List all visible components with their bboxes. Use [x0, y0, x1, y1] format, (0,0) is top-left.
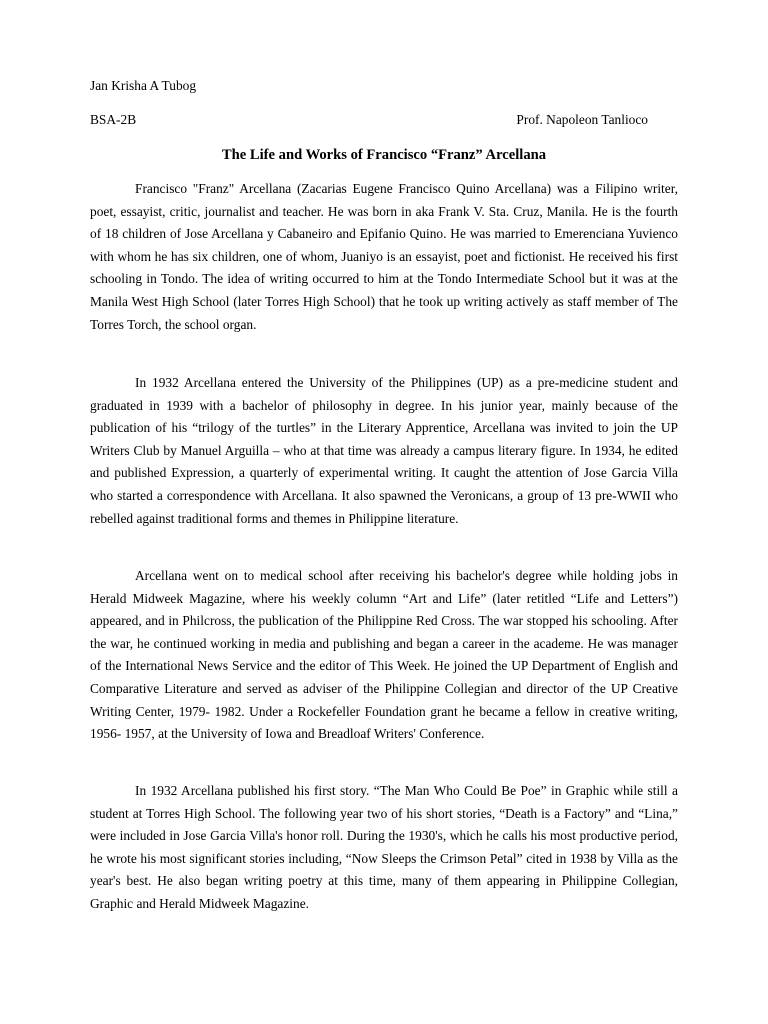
paragraph-writing: In 1932 Arcellana published his first story. “The Man Who Could Be Poe” in Graphic while still a student at Torres High School. The following year two of his short stories, “Death is a Factory” and “Lina,” were included in Jose Garcia Villa's honor roll. During the 1930's, which he calls his most productive period, he wrote his most significant stories including, “Now Sleeps the Crimson Petal” cited in 1938 by Villa as the year's best. He also began writing poetry at this time, many of them appearing in Philippine Collegian, Graphic and Herald Midweek Magazine. — [90, 783, 678, 911]
paragraph-early-life: Francisco "Franz" Arcellana (Zacarias Eugene Francisco Quino Arcellana) was a Filipino writer, poet, essayist, critic, journalist and teacher. He was born in aka Frank V. Sta. Cruz, Manila. He is the fourth of 18 children of Jose Arcellana y Cabaneiro and Epifanio Quino. He was married to Emerenciana Yuvienco with whom he has six children, one of whom, Juaniyo is an essayist, poet and fictionist. He received his first schooling in Tondo. The idea of writing occurred to him at the Tondo Intermediate School but it was at the Manila West High School (later Torres High School) that he took up writing actively as staff member of The Torres Torch, the school organ. — [90, 181, 678, 332]
author-name: Jan Krisha A Tubog — [90, 78, 197, 93]
course-section: BSA-2B — [90, 112, 137, 127]
paragraph-career: Arcellana went on to medical school after receiving his bachelor's degree while holding jobs in Herald Midweek Magazine, where his weekly column “Art and Life” (later retitled “Life and Letters”) appeared, and in Philcross, the publication of the Philippine Red Cross. The war stopped his schooling. After the war, he continued working in media and publishing and began a career in the academe. He was manager of the International News Service and the editor of This Week. He joined the UP Department of English and Comparative Literature and served as adviser of the Philippine Collegian and director of the UP Creative Writing Center, 1979- 1982. Under a Rockefeller Foundation grant he became a fellow in creative writing, 1956- 1957, at the University of Iowa and Breadloaf Writers' Conference. — [90, 568, 678, 742]
document-title: The Life and Works of Francisco “Franz” Arcellana — [221, 147, 547, 163]
paragraph-university: In 1932 Arcellana entered the University of the Philippines (UP) as a pre-medicine student and graduated in 1939 with a bachelor of philosophy in degree. In his junior year, mainly because of the publication of his “trilogy of the turtles” in the Literary Apprentice, Arcellana was invited to join the UP Writers Club by Manuel Arguilla – who at that time was already a campus literary figure. In 1934, he edited and published Expression, a quarterly of experimental writing. It caught the attention of Jose Garcia Villa who started a correspondence with Arcellana. It also spawned the Veronicans, a group of 13 pre-WWII who rebelled against traditional forms and themes in Philippine literature. — [90, 375, 678, 526]
professor-name: Prof. Napoleon Tanlioco — [516, 112, 648, 127]
